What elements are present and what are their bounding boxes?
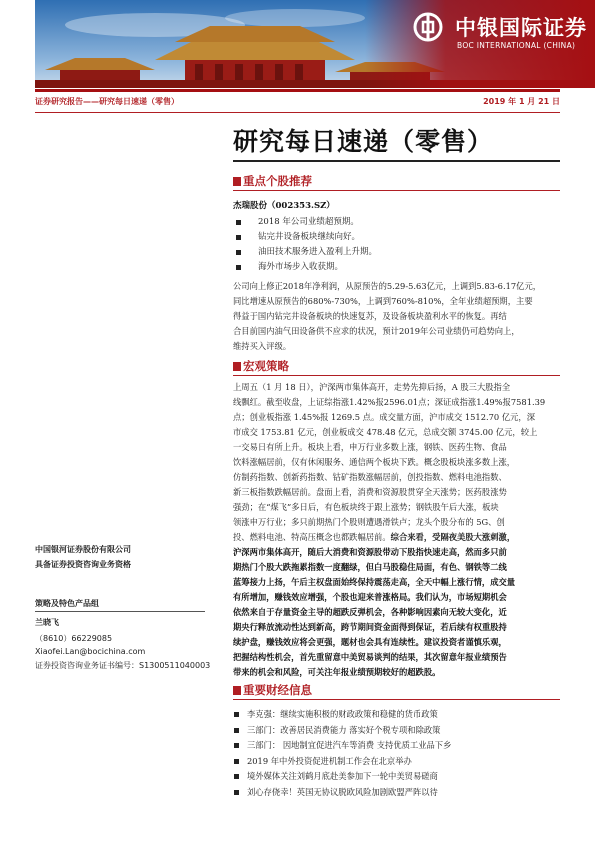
stock-paragraph: 公司向上修正2018年净利润，从原预告的5.29-5.63亿元，上调到5.83-6.17亿元， 同比增速从原预告的680%-730%，上调到760%-810%，全年业绩超预期，主要 得益于国内钻完井设备板块的快速复苏，及设备板块盈利水平的恢复。再结 合目前国内油气田设备供不应求的状况，预计2019年公司业绩仍可趋势向上， 维持买入评级。 xyxy=(233,281,542,351)
boc-logo-icon xyxy=(413,12,443,42)
list-item: 刘心存侥幸！英国无协议脱欧风险加剧欧盟严阵以待 xyxy=(233,785,560,801)
stock-highlights-list xyxy=(233,215,560,275)
section-heading-news: 重要财经信息 xyxy=(233,682,312,698)
header-divider xyxy=(35,112,560,113)
list-item: 钻完井设备板块继续向好。 xyxy=(233,230,560,245)
bullet-icon xyxy=(234,712,239,717)
sidebar-divider xyxy=(35,611,205,612)
analyst-email[interactable]: Xiaofei.Lan@bocichina.com xyxy=(35,647,146,656)
news-list xyxy=(233,707,560,800)
list-item: 李克强：继续实施积极的财政政策和稳健的货币政策 xyxy=(233,707,560,723)
sidebar-qualification: 具备证券投资咨询业务资格 xyxy=(35,560,131,569)
brand-name-zh: 中银国际证券 xyxy=(455,15,587,40)
section-square-icon xyxy=(233,362,241,371)
list-item: 境外媒体关注刘鹤月底赴美参加下一轮中美贸易磋商 xyxy=(233,769,560,785)
analyst-phone: （8610）66229085 xyxy=(35,634,113,643)
section-square-icon xyxy=(233,177,241,186)
report-date: 2019 年 1 月 21 日 xyxy=(483,97,560,106)
bullet-icon xyxy=(236,250,241,255)
macro-conclusion: 沪深两市集体高开，随后大消费和资源股带动下股指快速走高，然而多只前 期热门个股大跌拖累指数一度翻绿，但白马股稳住局面，有色、钢铁等二线 蓝筹接力上扬，午后主权盘面始终保持震荡走高，全天中幅上涨行情，成交量 有所增加，赚钱效应增强，个股也迎来普涨格局。我们认为，市场短期机会 依然来自于存量资金主导的超跌反弹机会，各种影响因素向无较大变化，近 期央行释放流动性达到新高，跨节期间资金面得到保证，若后续有权重股持 续护盘，赚钱效应将会更强，题材也会具有连续性。建议投资者谨慎乐观， 把握结构性机会，首先重留意中美贸易谈判的结果，其次留意年报业绩预告 带来的机会和风险，可关注年报业绩预期较好的超跌股。 xyxy=(233,547,516,677)
title-divider xyxy=(233,160,560,162)
bullet-icon xyxy=(234,728,239,733)
section-heading-macro: 宏观策略 xyxy=(233,358,289,374)
analyst-name: 兰晓飞 xyxy=(35,618,59,627)
list-item: 2019 年中外投资促进机制工作会在北京举办 xyxy=(233,754,560,770)
sidebar-company: 中国银河证券股份有限公司 xyxy=(35,545,131,554)
bullet-icon xyxy=(236,220,241,225)
list-item: 三部门： 因地制宜促进汽车等消费 支持优质工业品下乡 xyxy=(233,738,560,754)
section-divider xyxy=(233,375,560,376)
header-banner xyxy=(35,0,595,88)
bullet-icon xyxy=(234,743,239,748)
list-item: 三部门：改善居民消费能力 落实好个税专项和除政策 xyxy=(233,723,560,739)
section-divider xyxy=(233,699,560,700)
bullet-icon xyxy=(234,774,239,779)
brand-name-en: BOC INTERNATIONAL (CHINA) xyxy=(457,41,576,50)
stock-name: 杰瑞股份（002353.SZ） xyxy=(233,201,335,211)
bullet-icon xyxy=(236,235,241,240)
report-header-line xyxy=(35,96,560,110)
section-square-icon xyxy=(233,686,241,695)
report-type: 证券研究报告——研究每日速递（零售） xyxy=(35,97,179,106)
bullet-icon xyxy=(234,759,239,764)
sidebar-group: 策略及特色产品组 xyxy=(35,599,99,608)
macro-paragraph: 上周五（1 月 18 日），沪深两市集体高开，走势先抑后扬，A 股三大股指全 线飘红。截至收盘，上证综指涨1.42%报2596.01点；深证成指涨1.49%报7581.39 点；创业板指涨 1.45%报 1269.5 点。成交量方面，沪市成交 1512.70 亿元，深 市成交 1753.81 亿元，创业板成交 478.48 亿元，总成交额 3745.00 亿元，较上 一交易日有所上升。板块上看，申万行业多数上涨，钢铁、医药生物、食品 饮料涨幅居前，仅有休闲服务、通信两个板块下跌。概念股板块涨多数上涨， 仿制药指数、创新药指数、钴矿指数涨幅居前，创投指数、燃料电池指数、 新三板指数跌幅居前。盘面上看，消费和资源股贯穿全天涨势；医药股涨势 强劲；在“煤飞”多日后，有色板块终于跟上涨势；钢铁股午后大涨，板块 领涨申万行业；多只前期热门个股则遭遇滑铁卢；龙头个股分布的 5G、创 投、燃料电池、特高压概念也都跌幅居前。综合来看，受隔夜美股大涨刺激， xyxy=(233,382,546,542)
list-item: 2018 年公司业绩超预期。 xyxy=(233,215,560,230)
bullet-icon xyxy=(236,265,241,270)
list-item: 油田技术服务进入盈利上升期。 xyxy=(233,245,560,260)
section-divider xyxy=(233,190,560,191)
banner-divider xyxy=(35,89,560,92)
list-item: 海外市场步入收获期。 xyxy=(233,260,560,275)
bullet-icon xyxy=(234,790,239,795)
page-title: 研究每日速递（零售） xyxy=(233,127,494,156)
section-heading-stock: 重点个股推荐 xyxy=(233,173,312,189)
analyst-cert: 证券投资咨询业务证书编号：S1300511040003 xyxy=(35,661,211,670)
